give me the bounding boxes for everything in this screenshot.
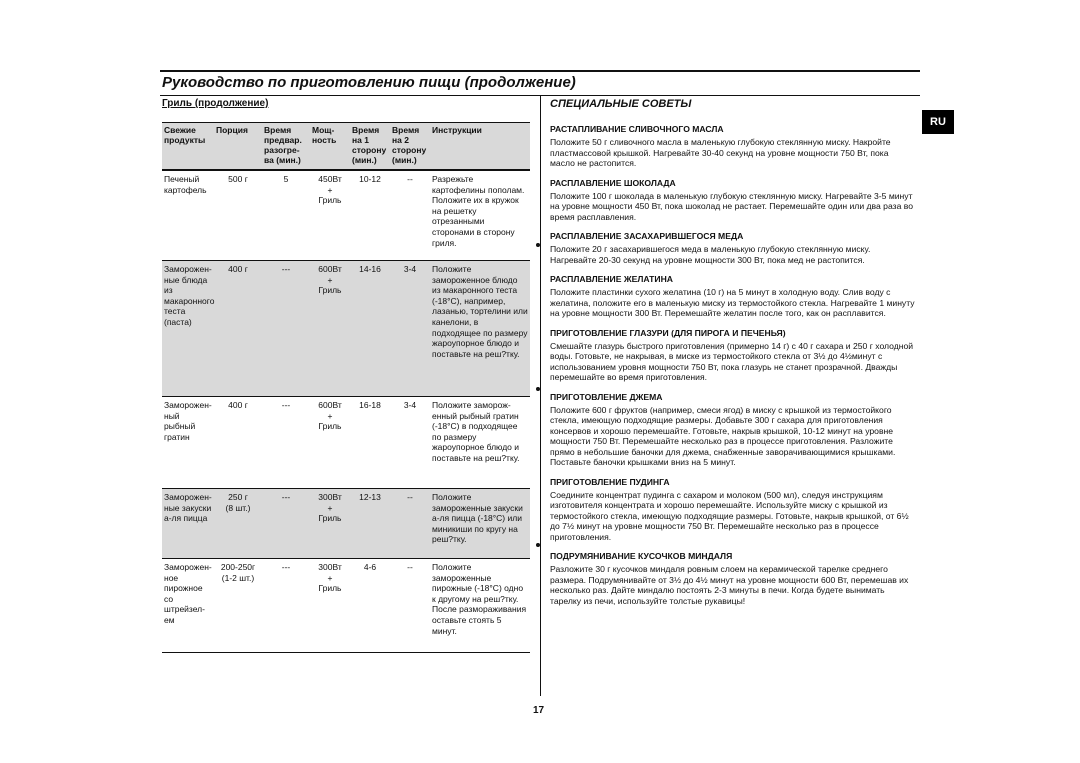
cell-preheat: --- bbox=[281, 492, 291, 502]
cell-side2: -- bbox=[407, 174, 413, 184]
tip-title: ПОДРУМЯНИВАНИЕ КУСОЧКОВ МИНДАЛЯ bbox=[550, 551, 733, 561]
col-header-preheat: Время предвар. разогре-ва (мин.) bbox=[264, 125, 302, 165]
cell-side1: 4-6 bbox=[363, 562, 377, 572]
cell-instructions: Положите замороженные пирожные (-18°C) одно к другому на реш?тку. После размораживания оставьте стоять 5 минут. bbox=[432, 562, 527, 636]
cell-product: Печеный картофель bbox=[164, 174, 207, 195]
column-divider bbox=[540, 96, 541, 696]
tip-text: Соедините концентрат пудинга с сахаром и молоком (500 мл), следуя инструкциям изготовителя концентрата и хорошо перемешайте. Используйте миску с крышкой из термостойкого стекла, имеющую подходящие размеры. Готовьте, накрыв крышкой, от 6½ до 7½ минут на уровне мощности 750 Вт. Перемешайте несколько раз в процессе приготовления. bbox=[550, 489, 909, 542]
table-row bbox=[162, 170, 530, 260]
table-row bbox=[162, 260, 530, 396]
cell-side2: 3-4 bbox=[403, 400, 417, 410]
tip-title: ПРИГОТОВЛЕНИЕ ДЖЕМА bbox=[550, 391, 663, 402]
tip-text: Смешайте глазурь быстрого приготовления (примерно 14 г) с 40 г сахара и 250 г холодной воды. Готовьте, не накрывая, в миске из термостойкого стекла от 3½ до 4½минут с использованием уровня мощности 750 Вт, пока глазурь не станет прозрачной. Дважды перемешайте во время приготовления. bbox=[550, 340, 914, 382]
grill-section-title: Гриль (продолжение) bbox=[162, 98, 269, 109]
tip-title: РАСПЛАВЛЕНИЕ ЗАСАХАРИВШЕГОСЯ МЕДА bbox=[550, 231, 744, 241]
tip-text: Положите 20 г засахарившегося меда в маленькую глубокую стеклянную миску. Нагревайте 20-30 секунд на уровне мощности 300 Вт, пока мед не растопится. bbox=[550, 244, 871, 265]
cell-portion: 400 г bbox=[228, 264, 248, 274]
cell-side1: 16-18 bbox=[359, 400, 381, 410]
cell-preheat: --- bbox=[281, 562, 291, 572]
cell-instructions: Положите замороженные закуски а-ля пицца (-18°C) или миникиши по кругу на реш?тку. bbox=[432, 492, 523, 545]
col-header-instructions: Инструкции bbox=[432, 125, 482, 135]
bullet-dot bbox=[536, 387, 540, 391]
tips-section-title: СПЕЦИАЛЬНЫЕ СОВЕТЫ bbox=[550, 98, 692, 110]
cell-portion: 250 г (8 шт.) bbox=[225, 492, 251, 513]
tip-title: ПРИГОТОВЛЕНИЕ ПУДИНГА bbox=[550, 476, 670, 487]
cell-portion: 400 г bbox=[228, 400, 248, 410]
cell-side1: 14-16 bbox=[359, 264, 381, 274]
cell-product: Заморожен-ное пирожное со штрейзел-ем bbox=[164, 562, 212, 625]
col-header-side2: Время на 2 сторону (мин.) bbox=[392, 125, 427, 165]
page-number: 17 bbox=[533, 705, 545, 716]
language-badge: RU bbox=[922, 110, 954, 134]
col-header-power: Мощ-ность bbox=[312, 125, 337, 145]
cell-side2: 3-4 bbox=[403, 264, 417, 274]
page-title: Руководство по приготовлению пищи (продолжение) bbox=[162, 74, 576, 91]
cell-side1: 12-13 bbox=[359, 492, 381, 502]
tip-text: Положите 50 г сливочного масла в маленькую глубокую стеклянную миску. Накройте пластмассовой крышкой. Нагревайте 30-40 секунд на уровне мощности 750 Вт, пока масло не растопится. bbox=[550, 137, 891, 168]
table-row bbox=[162, 558, 530, 652]
table-row bbox=[162, 488, 530, 558]
cell-preheat: --- bbox=[281, 264, 291, 274]
bullet-dot bbox=[536, 543, 540, 547]
cell-power: 600Вт + Гриль bbox=[318, 264, 342, 296]
title-rule bbox=[160, 70, 920, 72]
cell-power: 300Вт + Гриль bbox=[318, 562, 342, 594]
tip-text: Положите пластинки сухого желатина (10 г) на 5 минут в холодную воду. Слив воду с желатина, положите его в маленькую миску из термостойкого стекла. Нагревайте 1 минуту на уровне мощности 300 Вт. Перемешайте желатин после того, как он расплавится. bbox=[550, 287, 915, 318]
cell-portion: 500 г bbox=[228, 174, 248, 184]
tip-glaze bbox=[550, 328, 915, 383]
tip-almonds bbox=[550, 551, 915, 606]
tip-honey bbox=[550, 231, 915, 265]
tip-title: РАСПЛАВЛЕНИЕ ШОКОЛАДА bbox=[550, 177, 676, 188]
tip-title: РАСТАПЛИВАНИЕ СЛИВОЧНОГО МАСЛА bbox=[550, 124, 724, 134]
col-header-side1: Время на 1 сторону (мин.) bbox=[352, 125, 387, 165]
cell-instructions: Положите заморож-енный рыбный гратин (-18°C) в подходящее по размеру жароупорное блюдо и поставьте на реш?тку. bbox=[432, 400, 520, 463]
cell-product: Заморожен-ные блюда из макаронного теста (паста) bbox=[164, 264, 215, 327]
tip-title: ПРИГОТОВЛЕНИЕ ГЛАЗУРИ (ДЛЯ ПИРОГА И ПЕЧЕНЬЯ) bbox=[550, 327, 786, 338]
cell-preheat: 5 bbox=[283, 174, 289, 184]
tip-text: Разложите 30 г кусочков миндаля ровным слоем на керамической тарелке среднего размера. Подрумянивайте от 3½ до 4½ минут на уровне мощности 600 Вт, перемешав их несколько раз. Дайте миндалю постоять 2-3 минуты в печи. Когда будете вынимать тарелку из печи, используйте толстые рукавицы! bbox=[550, 564, 909, 606]
cell-power: 300Вт + Гриль bbox=[318, 492, 342, 524]
tip-gelatin bbox=[550, 274, 915, 319]
special-tips bbox=[550, 98, 915, 615]
tip-text: Положите 100 г шоколада в маленькую глубокую стеклянную миску. Нагревайте 3-5 минут на уровне мощности 450 Вт, пока шоколад не растает. Перемешайте один или два раза во время расплавления. bbox=[550, 190, 913, 222]
tip-title: РАСПЛАВЛЕНИЕ ЖЕЛАТИНА bbox=[550, 274, 673, 284]
cell-power: 450Вт + Гриль bbox=[318, 174, 342, 206]
cell-side1: 10-12 bbox=[359, 174, 381, 184]
cell-side2: -- bbox=[407, 492, 413, 502]
col-header-portion: Порция bbox=[216, 125, 248, 135]
tip-pudding bbox=[550, 477, 915, 543]
cell-instructions: Положите замороженное блюдо из макаронного теста (-18°C), например, лазанью, тортелини или канелони, в подходящее по размеру жароупорное блюдо и поставьте на реш?тку. bbox=[432, 264, 528, 359]
tip-text: Положите 600 г фруктов (например, смеси ягод) в миску с крышкой из термостойкого стекла, имеющую подходящие размеры. Добавьте 300 г сахара для приготовления консервов и хорошо перемешайте. Готовьте, накрыв крышкой, 10-12 минут на уровне мощности 750 Вт. Перемешайте несколько раз в процессе приготовления. Разложите прямо в небольшие баночки для джема, снабженные заворачивающимися крышками. Поставьте баночки крышками вниз на 5 минут. bbox=[550, 404, 896, 467]
cell-product: Заморожен-ные закуски а-ля пицца bbox=[164, 492, 212, 524]
cell-power: 600Вт + Гриль bbox=[318, 400, 342, 432]
tip-butter bbox=[550, 124, 915, 169]
cell-product: Заморожен-ный рыбный гратин bbox=[164, 400, 212, 442]
cell-side2: -- bbox=[407, 562, 413, 572]
bullet-dot bbox=[536, 243, 540, 247]
tip-chocolate bbox=[550, 178, 915, 223]
col-header-product: Свежие продукты bbox=[164, 125, 206, 145]
table-row bbox=[162, 396, 530, 488]
cell-preheat: --- bbox=[281, 400, 291, 410]
tip-jam bbox=[550, 392, 915, 468]
cell-instructions: Разрежьте картофелины пополам. Положите их в кружок на решетку отрезанными сторонами в сторону гриля. bbox=[432, 174, 525, 248]
grill-table bbox=[162, 122, 530, 653]
table-header bbox=[162, 123, 530, 170]
cell-portion: 200-250г (1-2 шт.) bbox=[220, 562, 256, 583]
